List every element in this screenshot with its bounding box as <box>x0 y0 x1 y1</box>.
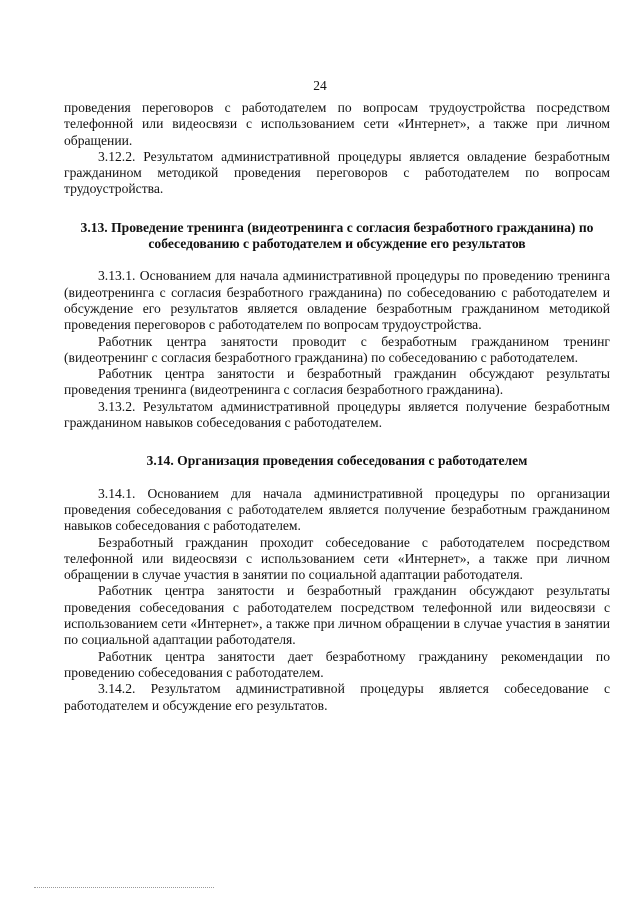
paragraph-continuation: проведения переговоров с работодателем по вопросам трудоустройства посредством телефонной или видеосвязи с использованием сети «Интернет», а также при личном обращении. <box>64 100 610 148</box>
paragraph-3-12-2: 3.12.2. Результатом административной процедуры является овладение безработным гражданином методикой проведения переговоров с работодателем по вопросам трудоустройства. <box>64 148 610 197</box>
spacer <box>64 431 610 453</box>
section-heading-3-14: 3.14. Организация проведения собеседования с работодателем <box>146 453 528 469</box>
paragraph-3-13-training: Работник центра занятости проводит с безработным гражданином тренинг (видеотренинг с согласия безработного гражданина) по собеседованию с работодателем. <box>64 333 610 365</box>
page-number: 24 <box>313 78 327 93</box>
section-heading-3-13: 3.13. Проведение тренинга (видеотренинга с согласия безработного гражданина) по собеседованию с работодателем и обсуждение его результатов <box>80 219 594 252</box>
paragraph-3-13-1: 3.13.1. Основанием для начала административной процедуры по проведению тренинга (видеотренинга с согласия безработного гражданина) по собеседованию с работодателем и обсуждение его результатов является овладение безработным гражданином методикой проведения переговоров с работодателем по вопросам трудоустройства. <box>64 268 610 333</box>
paragraph-3-14-recommendations: Работник центра занятости дает безработному гражданину рекомендации по проведению собеседования с работодателем. <box>64 648 610 680</box>
spacer <box>64 470 610 486</box>
spacer <box>64 198 610 220</box>
paragraph-3-13-2: 3.13.2. Результатом административной процедуры является получение безработным гражданином навыков собеседования с работодателем. <box>64 398 610 431</box>
document-body <box>64 100 610 714</box>
paragraph-3-14-interview: Безработный гражданин проходит собеседование с работодателем посредством телефонной или видеосвязи с использованием сети «Интернет», а также при личном обращении в случае участия в занятии по социальной адаптации работодателя. <box>64 534 610 583</box>
paragraph-3-14-1: 3.14.1. Основанием для начала административной процедуры по организации проведения собеседования с работодателем является получение безработным гражданином навыков собеседования с работодателем. <box>64 485 610 534</box>
footer-divider <box>34 887 214 888</box>
paragraph-3-14-discussion: Работник центра занятости и безработный гражданин обсуждают результаты проведения собеседования с работодателем посредством телефонной или видеосвязи с использованием сети «Интернет», а также при личном обращении в случае участия в занятии по социальной адаптации работодателя. <box>64 583 610 648</box>
paragraph-3-13-discussion: Работник центра занятости и безработный гражданин обсуждают результаты проведения тренинга (видеотренинга с согласия безработного гражданина). <box>64 366 610 398</box>
paragraph-3-14-2: 3.14.2. Результатом административной процедуры является собеседование с работодателем и обсуждение его результатов. <box>64 681 610 713</box>
spacer <box>64 252 610 268</box>
